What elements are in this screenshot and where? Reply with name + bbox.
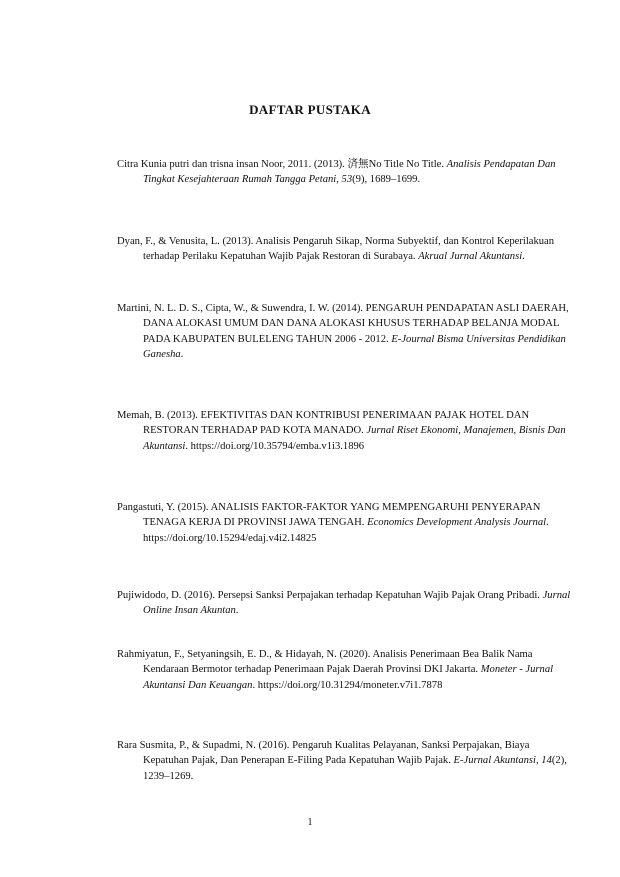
reference-journal: Akrual Jurnal Akuntansi xyxy=(418,251,523,263)
reference-details: (9), 1689–1699. xyxy=(352,174,421,186)
reference-authors: Rara Susmita, P., & Supadmi, N. (2016). Pengaruh Kualitas Pelayanan, Sanksi Perpajakan, Biaya Kepatuhan Pajak, Dan Penerapan E-Filing Pada Kepatuhan Wajib Pajak. xyxy=(117,740,530,767)
reference-entry xyxy=(117,588,575,619)
reference-entry xyxy=(117,500,575,546)
reference-entry xyxy=(117,408,575,454)
reference-details: . xyxy=(180,348,184,360)
reference-authors: Pujiwidodo, D. (2016). Persepsi Sanksi Perpajakan terhadap Kepatuhan Wajib Pajak Orang Pribadi. xyxy=(117,590,540,601)
reference-journal: Moneter - Jurnal Akuntansi Dan Keuangan xyxy=(143,664,554,691)
reference-authors: Citra Kunia putri dan trisna insan Noor, 2011. (2013). 済無No Title No Title. xyxy=(117,159,444,170)
reference-details: . https://doi.org/10.35794/emba.v1i3.1896 xyxy=(185,440,365,452)
reference-authors: Memah, B. (2013). EFEKTIVITAS DAN KONTRIBUSI PENERIMAAN PAJAK HOTEL DAN RESTORAN TERHADAP PAD KOTA MANADO. xyxy=(117,410,530,437)
reference-authors: Martini, N. L. D. S., Cipta, W., & Suwendra, I. W. (2014). PENGARUH PENDAPATAN ASLI DAERAH, DANA ALOKASI UMUM DAN DANA ALOKASI KHUSUS TERHADAP BELANJA MODAL PADA KABUPATEN BULELENG TAHUN 2006 - 2012. xyxy=(117,303,569,345)
page-title: DAFTAR PUSTAKA xyxy=(249,102,371,117)
reference-journal: Analisis Pendapatan Dan Tingkat Kesejahteraan Rumah Tangga Petani, 53 xyxy=(143,159,556,186)
reference-entry xyxy=(117,301,575,362)
page-number: 1 xyxy=(307,817,313,828)
reference-authors: Rahmiyatun, F., Setyaningsih, E. D., & Hidayah, N. (2020). Analisis Penerimaan Bea Balik Nama Kendaraan Bermotor terhadap Penerimaan Pajak Daerah Provinsi DKI Jakarta. xyxy=(117,649,533,676)
reference-entry xyxy=(117,738,575,784)
reference-journal: Jurnal Online Insan Akuntan xyxy=(143,590,571,617)
reference-authors: Dyan, F., & Venusita, L. (2013). Analisis Pengaruh Sikap, Norma Subyektif, dan Kontrol Keperilakuan terhadap Perilaku Kepatuhan Wajib Pajak Restoran di Surabaya. xyxy=(117,236,555,263)
reference-journal: Jurnal Riset Ekonomi, Manajemen, Bisnis Dan Akuntansi xyxy=(143,425,566,452)
reference-authors: Pangastuti, Y. (2015). ANALISIS FAKTOR-FAKTOR YANG MEMPENGARUHI PENYERAPAN TENAGA KERJA DI PROVINSI JAWA TENGAH. xyxy=(117,502,541,529)
reference-journal: E-Jurnal Akuntansi, 14 xyxy=(453,755,552,767)
reference-details: . xyxy=(522,251,525,263)
reference-entry xyxy=(117,157,575,188)
reference-details: (2), 1239–1269. xyxy=(143,755,567,782)
reference-details: . https://doi.org/10.15294/edaj.v4i2.14825 xyxy=(143,517,549,544)
reference-journal: E-Journal Bisma Universitas Pendidikan Ganesha xyxy=(143,333,566,360)
reference-details: . xyxy=(235,605,239,617)
reference-details: . https://doi.org/10.31294/moneter.v7i1.7878 xyxy=(252,679,443,691)
reference-entry xyxy=(117,647,575,693)
reference-entry xyxy=(117,234,575,265)
reference-journal: Economics Development Analysis Journal xyxy=(367,517,547,529)
